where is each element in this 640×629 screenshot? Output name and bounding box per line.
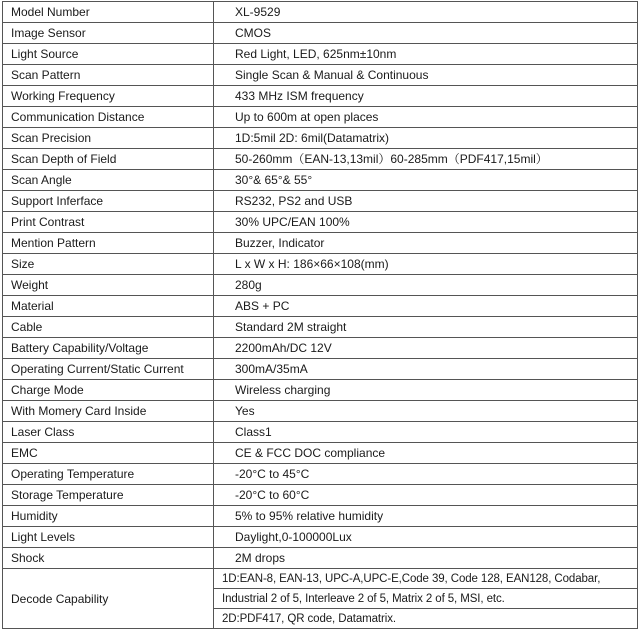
spec-label: Scan Pattern (3, 65, 214, 86)
spec-label: Charge Mode (3, 380, 214, 401)
spec-row (3, 44, 638, 65)
spec-row (3, 107, 638, 128)
spec-row (3, 212, 638, 233)
spec-row (3, 338, 638, 359)
spec-label: Material (3, 296, 214, 317)
spec-value: Buzzer, Indicator (214, 233, 638, 254)
spec-row (3, 506, 638, 527)
spec-row (3, 2, 638, 23)
spec-label: Scan Angle (3, 170, 214, 191)
spec-value: 30°& 65°& 55° (214, 170, 638, 191)
spec-label: Image Sensor (3, 23, 214, 44)
spec-value: 1D:EAN-8, EAN-13, UPC-A,UPC-E,Code 39, Code 128, EAN128, Codabar, (214, 569, 638, 589)
spec-row (3, 191, 638, 212)
spec-label: Scan Depth of Field (3, 149, 214, 170)
spec-value: Daylight,0-100000Lux (214, 527, 638, 548)
spec-label: Weight (3, 275, 214, 296)
spec-label: Decode Capability (3, 569, 214, 629)
spec-value: -20°C to 60°C (214, 485, 638, 506)
spec-label: Working Frequency (3, 86, 214, 107)
spec-value: 50-260mm（EAN-13,13mil）60-285mm（PDF417,15mil） (214, 149, 638, 170)
spec-value: 30% UPC/EAN 100% (214, 212, 638, 233)
spec-table (2, 1, 638, 629)
spec-value: XL-9529 (214, 2, 638, 23)
spec-row (3, 233, 638, 254)
spec-row (3, 380, 638, 401)
spec-value: RS232, PS2 and USB (214, 191, 638, 212)
spec-value: L x W x H: 186×66×108(mm) (214, 254, 638, 275)
spec-label: With Momery Card Inside (3, 401, 214, 422)
spec-label: Mention Pattern (3, 233, 214, 254)
spec-label: Cable (3, 317, 214, 338)
spec-row (3, 254, 638, 275)
spec-row (3, 170, 638, 191)
spec-label: Laser Class (3, 422, 214, 443)
spec-label: Humidity (3, 506, 214, 527)
spec-row (3, 149, 638, 170)
spec-label: Scan Precision (3, 128, 214, 149)
spec-value: 433 MHz ISM frequency (214, 86, 638, 107)
spec-row (3, 128, 638, 149)
spec-value: Wireless charging (214, 380, 638, 401)
spec-label: Shock (3, 548, 214, 569)
spec-value: 280g (214, 275, 638, 296)
spec-label: EMC (3, 443, 214, 464)
spec-value: ABS + PC (214, 296, 638, 317)
spec-value: Industrial 2 of 5, Interleave 2 of 5, Matrix 2 of 5, MSI, etc. (214, 589, 638, 609)
spec-label: Operating Current/Static Current (3, 359, 214, 380)
spec-value: 2200mAh/DC 12V (214, 338, 638, 359)
spec-row (3, 296, 638, 317)
spec-value: CE & FCC DOC compliance (214, 443, 638, 464)
spec-label: Light Source (3, 44, 214, 65)
spec-value: 2D:PDF417, QR code, Datamatrix. (214, 609, 638, 629)
spec-row (3, 86, 638, 107)
spec-row (3, 275, 638, 296)
spec-label: Light Levels (3, 527, 214, 548)
spec-value: 5% to 95% relative humidity (214, 506, 638, 527)
spec-row (3, 548, 638, 569)
spec-label: Operating Temperature (3, 464, 214, 485)
spec-value: 2M drops (214, 548, 638, 569)
spec-row (3, 443, 638, 464)
spec-row (3, 464, 638, 485)
spec-value: Red Light, LED, 625nm±10nm (214, 44, 638, 65)
spec-label: Storage Temperature (3, 485, 214, 506)
spec-value: Up to 600m at open places (214, 107, 638, 128)
spec-row (3, 359, 638, 380)
spec-row (3, 422, 638, 443)
spec-value: Yes (214, 401, 638, 422)
spec-label: Battery Capability/Voltage (3, 338, 214, 359)
spec-value: Standard 2M straight (214, 317, 638, 338)
spec-label: Size (3, 254, 214, 275)
spec-value: Class1 (214, 422, 638, 443)
spec-label: Support Inferface (3, 191, 214, 212)
spec-value: Single Scan & Manual & Continuous (214, 65, 638, 86)
spec-row (3, 317, 638, 338)
spec-row (3, 65, 638, 86)
spec-row (3, 527, 638, 548)
spec-value: 300mA/35mA (214, 359, 638, 380)
spec-table-body (3, 2, 638, 629)
spec-value: -20°C to 45°C (214, 464, 638, 485)
spec-value: CMOS (214, 23, 638, 44)
spec-value: 1D:5mil 2D: 6mil(Datamatrix) (214, 128, 638, 149)
spec-row (3, 485, 638, 506)
spec-label: Print Contrast (3, 212, 214, 233)
spec-label: Communication Distance (3, 107, 214, 128)
decode-row (3, 569, 638, 589)
spec-label: Model Number (3, 2, 214, 23)
spec-row (3, 23, 638, 44)
spec-row (3, 401, 638, 422)
